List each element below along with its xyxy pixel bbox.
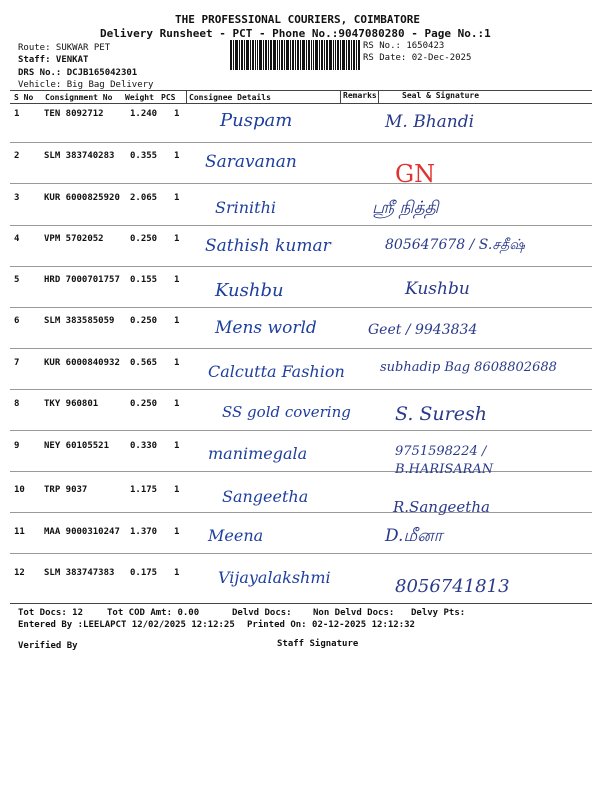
row-consignee-handwriting: Vijayalakshmi xyxy=(218,568,331,587)
row-sno: 10 xyxy=(14,485,25,495)
row-consignee-handwriting: Meena xyxy=(208,526,264,545)
row-separator xyxy=(10,348,592,349)
drs-number: DRS No.: DCJB165042301 xyxy=(18,68,138,78)
row-weight: 0.250 xyxy=(130,316,158,326)
row-signature: 8056741813 xyxy=(395,576,510,597)
row-consignee-handwriting: Sangeetha xyxy=(222,487,309,506)
col-divider xyxy=(378,90,379,103)
row-signature: M. Bhandi xyxy=(385,112,475,132)
row-sno: 4 xyxy=(14,234,20,244)
column-header-pcs: PCS xyxy=(161,93,176,102)
table-top-border xyxy=(10,90,592,91)
row-separator xyxy=(10,307,592,308)
row-sno: 9 xyxy=(14,441,20,451)
row-consignee-handwriting: Kushbu xyxy=(215,280,284,301)
row-consignee-handwriting: Puspam xyxy=(220,110,293,131)
table-bottom-border xyxy=(10,603,592,604)
column-header-consignment: Consignment No xyxy=(45,93,113,102)
row-consignment-no: TEN 8092712 xyxy=(44,109,104,119)
row-separator xyxy=(10,430,592,431)
printed-on: Printed On: 02-12-2025 12:12:32 xyxy=(247,620,415,630)
rs-date: RS Date: 02-Dec-2025 xyxy=(363,53,472,63)
rs-number: RS No.: 1650423 xyxy=(363,41,445,51)
row-signature: Kushbu xyxy=(405,279,470,299)
row-weight: 0.250 xyxy=(130,234,158,244)
row-sno: 1 xyxy=(14,109,20,119)
row-signature: Geet / 9943834 xyxy=(368,322,478,338)
row-separator xyxy=(10,553,592,554)
row-weight: 0.155 xyxy=(130,275,158,285)
row-separator xyxy=(10,142,592,143)
row-sno: 12 xyxy=(14,568,25,578)
row-consignee-handwriting: SS gold covering xyxy=(222,403,351,421)
row-sno: 11 xyxy=(14,527,25,537)
vehicle-label: Vehicle: Big Bag Delivery xyxy=(18,80,154,90)
row-consignee-handwriting: Mens world xyxy=(215,318,317,338)
row-consignee-handwriting: Saravanan xyxy=(205,152,297,172)
entered-by: Entered By :LEELAPCT 12/02/2025 12:12:25 xyxy=(18,620,235,630)
row-separator xyxy=(10,183,592,184)
row-signature: S. Suresh xyxy=(395,403,487,425)
row-pcs: 1 xyxy=(174,399,180,409)
row-sno: 6 xyxy=(14,316,20,326)
row-consignee-handwriting: Srinithi xyxy=(215,198,276,217)
row-weight: 0.330 xyxy=(130,441,158,451)
row-consignment-no: HRD 7000701757 xyxy=(44,275,120,285)
row-signature: GN xyxy=(395,160,436,188)
row-pcs: 1 xyxy=(174,358,180,368)
column-header-weight: Weight xyxy=(125,93,154,102)
row-consignment-no: TRP 9037 xyxy=(44,485,88,495)
staff-signature-label: Staff Signature xyxy=(277,639,359,649)
delivery-points: Delvy Pts: xyxy=(411,608,466,618)
row-weight: 0.565 xyxy=(130,358,158,368)
row-signature: R.Sangeetha xyxy=(393,498,490,516)
row-separator xyxy=(10,225,592,226)
row-signature: 9751598224 / B.HARISARAN xyxy=(395,444,494,477)
row-weight: 2.065 xyxy=(130,193,158,203)
total-docs: Tot Docs: 12 xyxy=(18,608,84,618)
col-divider xyxy=(340,90,341,103)
row-consignment-no: MAA 9000310247 xyxy=(44,527,120,537)
column-header-consignee: Consignee Details xyxy=(189,93,271,102)
row-consignment-no: SLM 383747383 xyxy=(44,568,115,578)
row-consignment-no: SLM 383585059 xyxy=(44,316,115,326)
row-sno: 3 xyxy=(14,193,20,203)
row-pcs: 1 xyxy=(174,568,180,578)
row-pcs: 1 xyxy=(174,485,180,495)
row-pcs: 1 xyxy=(174,109,180,119)
row-consignee-handwriting: Sathish kumar xyxy=(205,236,331,256)
row-weight: 1.370 xyxy=(130,527,158,537)
runsheet-title: Delivery Runsheet - PCT - Phone No.:9047080280 - Page No.:1 xyxy=(100,27,491,40)
row-weight: 0.355 xyxy=(130,151,158,161)
row-consignee-handwriting: manimegala xyxy=(208,444,308,463)
row-weight: 1.240 xyxy=(130,109,158,119)
company-name: THE PROFESSIONAL COURIERS, COIMBATORE xyxy=(175,13,421,26)
column-header-signature: Seal & Signature xyxy=(402,91,480,100)
non-delivered-docs: Non Delvd Docs: xyxy=(313,608,395,618)
barcode-image xyxy=(230,40,360,70)
column-header-sno: S No xyxy=(14,93,34,102)
row-signature: D.மீனா xyxy=(385,526,443,546)
row-separator xyxy=(10,389,592,390)
row-pcs: 1 xyxy=(174,193,180,203)
row-signature: ஸ்ரீ நித்தி xyxy=(372,198,439,218)
row-weight: 0.250 xyxy=(130,399,158,409)
route-label: Route: SUKWAR PET xyxy=(18,43,111,53)
row-pcs: 1 xyxy=(174,441,180,451)
row-signature: 805647678 / S.சதீஷ் xyxy=(385,237,525,253)
col-divider xyxy=(186,90,187,103)
staff-label: Staff: VENKAT xyxy=(18,55,89,65)
row-consignment-no: KUR 6000825920 xyxy=(44,193,120,203)
row-weight: 1.175 xyxy=(130,485,158,495)
row-consignment-no: TKY 960801 xyxy=(44,399,99,409)
row-sno: 7 xyxy=(14,358,20,368)
row-separator xyxy=(10,266,592,267)
row-pcs: 1 xyxy=(174,275,180,285)
row-sno: 5 xyxy=(14,275,20,285)
row-signature: subhadip Bag 8608802688 xyxy=(380,360,557,375)
row-consignment-no: SLM 383740283 xyxy=(44,151,115,161)
row-pcs: 1 xyxy=(174,527,180,537)
table-header-border xyxy=(10,103,592,104)
column-header-remarks: Remarks xyxy=(343,91,377,100)
row-separator xyxy=(10,512,592,513)
row-consignment-no: KUR 6000840932 xyxy=(44,358,120,368)
row-consignment-no: VPM 5702052 xyxy=(44,234,104,244)
total-cod-amount: Tot COD Amt: 0.00 xyxy=(107,608,200,618)
row-sno: 8 xyxy=(14,399,20,409)
row-pcs: 1 xyxy=(174,151,180,161)
row-consignment-no: NEY 60105521 xyxy=(44,441,110,451)
row-consignee-handwriting: Calcutta Fashion xyxy=(208,362,345,381)
verified-by-label: Verified By xyxy=(18,641,78,651)
row-sno: 2 xyxy=(14,151,20,161)
row-pcs: 1 xyxy=(174,234,180,244)
row-pcs: 1 xyxy=(174,316,180,326)
row-weight: 0.175 xyxy=(130,568,158,578)
delivered-docs: Delvd Docs: xyxy=(232,608,292,618)
